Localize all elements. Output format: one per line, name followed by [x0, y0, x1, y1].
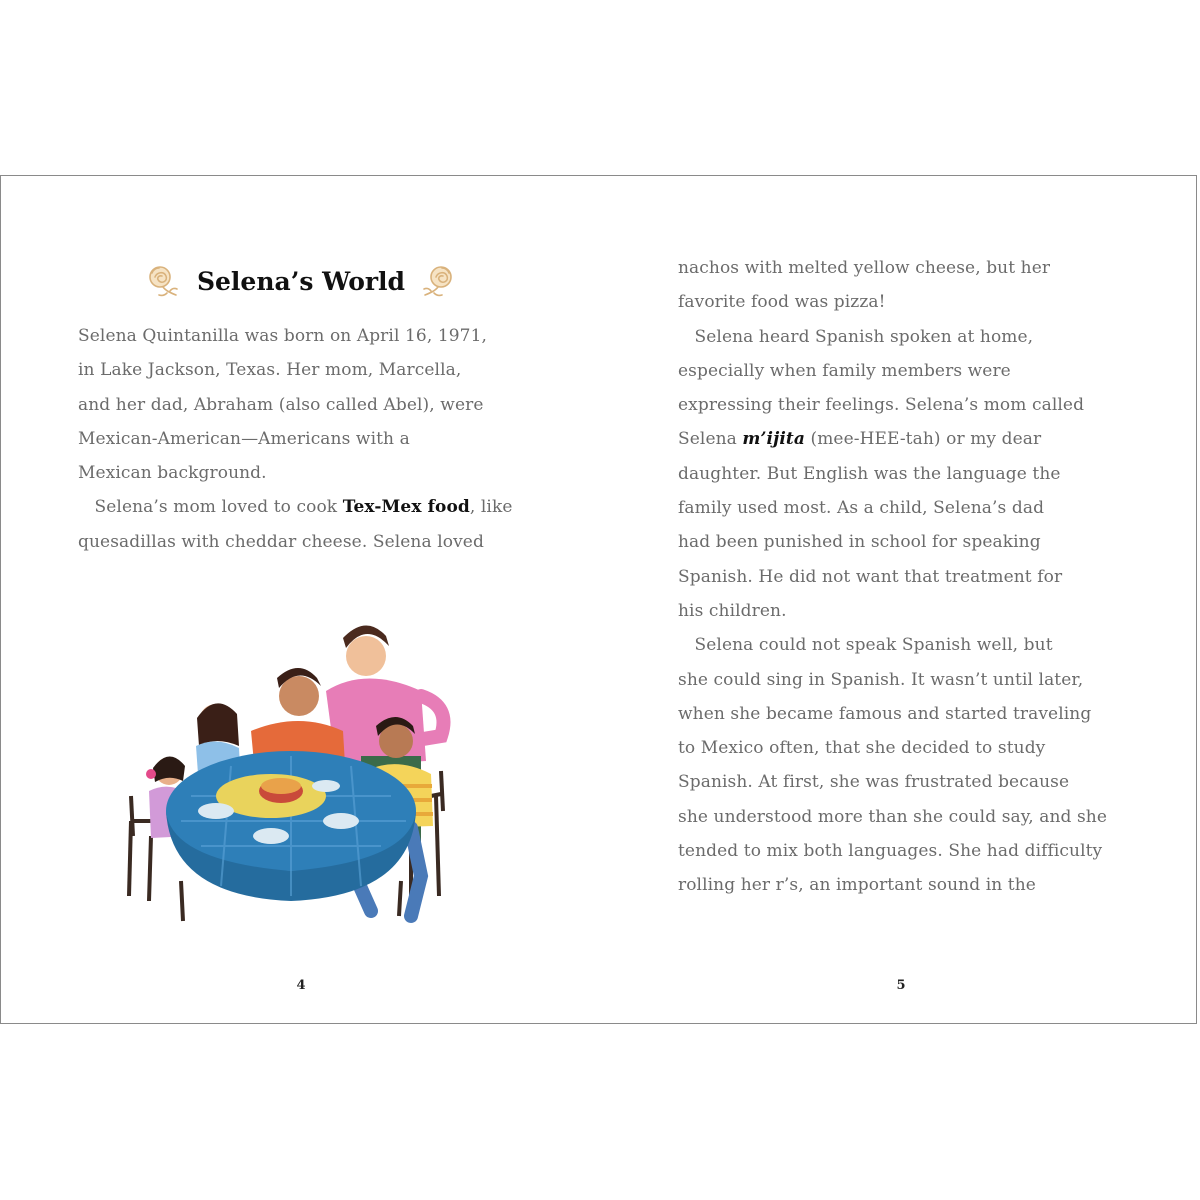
text-line: Selena Quintanilla was born on April 16, 1971, — [78, 326, 487, 346]
family-dinner-illustration — [121, 596, 461, 926]
spanish-term: m’ijita — [742, 429, 805, 450]
text-line: daughter. But English was the language the — [678, 463, 1061, 484]
text-line: Selena’s mom loved to cook Tex-Mex food, like — [78, 497, 513, 518]
text-line: expressing their feelings. Selena’s mom called — [678, 395, 1085, 416]
text-line: Selena heard Spanish spoken at home, — [678, 326, 1034, 347]
text-line: she understood more than she could say, and she — [678, 806, 1108, 827]
text-line: Selena m’ijita (mee-HEE-tah) or my dear — [678, 429, 1042, 450]
rose-icon — [143, 261, 183, 301]
text-line: Spanish. He did not want that treatment for — [678, 566, 1063, 587]
text-line: Mexican background. — [78, 463, 267, 484]
text-line: family used most. As a child, Selena’s dad — [678, 498, 1045, 519]
text-line: rolling her r’s, an important sound in the — [678, 875, 1036, 896]
text-line: when she became famous and started traveling — [678, 703, 1092, 724]
text-line: quesadillas with cheddar cheese. Selena loved — [78, 531, 484, 552]
right-body-text — [678, 251, 1107, 903]
left-page — [1, 176, 601, 1023]
text-line: Mexican-American—Americans with a — [78, 428, 410, 449]
text-line: had been punished in school for speaking — [678, 532, 1041, 553]
right-page — [601, 176, 1198, 1023]
chapter-heading — [141, 256, 461, 306]
text-line: favorite food was pizza! — [678, 292, 886, 313]
text-line: nachos with melted yellow cheese, but her — [678, 258, 1051, 278]
left-body-text — [78, 319, 513, 559]
text-line: she could sing in Spanish. It wasn’t until later, — [678, 669, 1084, 690]
glossary-term: Tex-Mex food — [342, 497, 470, 518]
text-line: his children. — [678, 600, 787, 621]
text-line: Selena could not speak Spanish well, but — [678, 635, 1053, 656]
text-line: especially when family members were — [678, 360, 1011, 381]
text-line: to Mexico often, that she decided to study — [678, 738, 1046, 759]
text-line: and her dad, Abraham (also called Abel), were — [78, 394, 484, 415]
rose-icon — [419, 261, 459, 301]
text-line: in Lake Jackson, Texas. Her mom, Marcella, — [78, 360, 462, 381]
text-line: Spanish. At first, she was frustrated because — [678, 772, 1070, 793]
page-number: 5 — [896, 978, 906, 993]
chapter-title: Selena’s World — [196, 266, 406, 296]
text-line: tended to mix both languages. She had difficulty — [678, 841, 1103, 862]
page-number: 4 — [296, 978, 306, 993]
book-spread — [0, 175, 1197, 1024]
